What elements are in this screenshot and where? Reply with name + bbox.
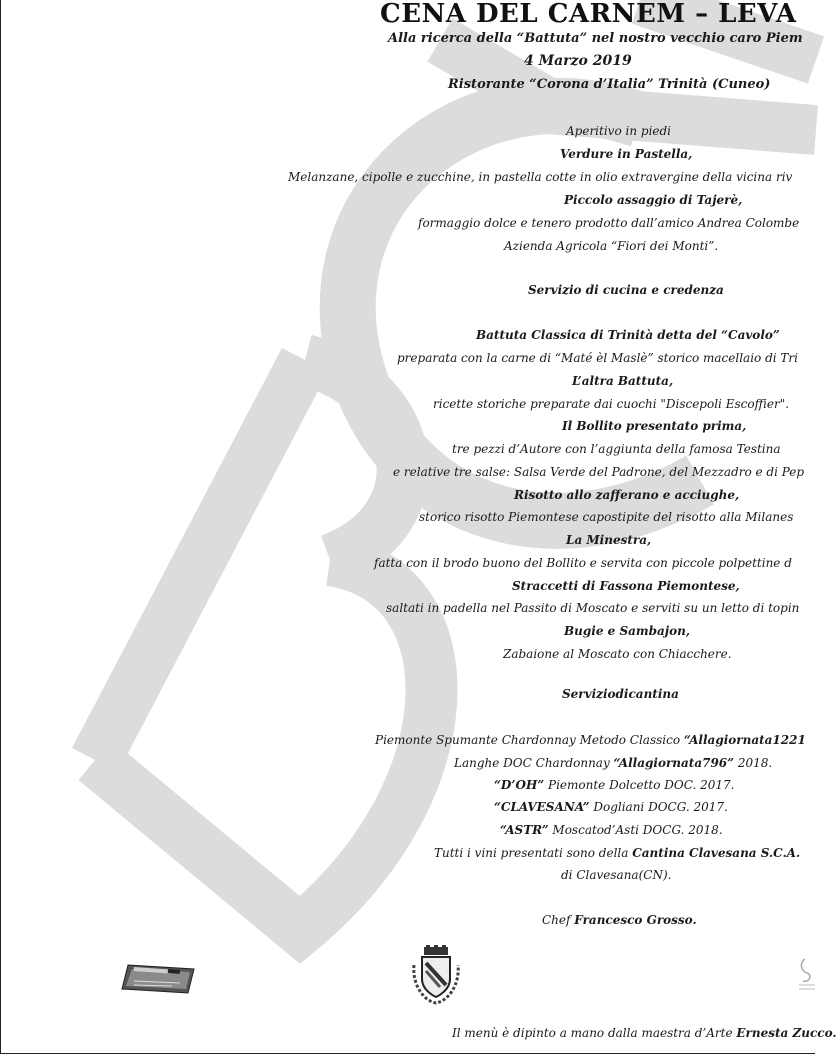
dish-desc: ricette storiche preparate dai cuochi "Discepoli Escoffier". <box>433 397 790 411</box>
aperitivo-heading: Aperitivo in piedi <box>566 124 672 138</box>
dish-desc: saltati in padella nel Passito di Moscato e serviti su un letto di topin <box>386 601 800 615</box>
wine-line <box>494 800 728 814</box>
subtitle: Alla ricerca della “Battuta” nel nostro vecchio caro Piem <box>388 31 803 46</box>
footer-credit <box>452 1026 837 1040</box>
partial-logo <box>795 955 816 995</box>
cutting-board-logo <box>120 955 200 999</box>
chef-label: Chef <box>542 913 575 927</box>
chef-name: Francesco Grosso. <box>574 913 697 927</box>
cantina-heading: Serviziodicantina <box>562 687 679 701</box>
dish-name: L’altra Battuta, <box>572 374 674 388</box>
chef-credit <box>542 913 697 927</box>
venue: Ristorante “Corona d’Italia” Trinità (Cuneo) <box>448 77 771 92</box>
wine-name: “Allagiornata1221 <box>683 733 806 747</box>
cantina-place: di Clavesana(CN). <box>561 868 672 882</box>
wine-desc: Langhe DOC Chardonnay <box>454 756 614 770</box>
wine-line <box>454 756 772 770</box>
wine-name: “D’OH” <box>494 778 545 792</box>
event-date: 4 Marzo 2019 <box>524 53 632 69</box>
wine-line <box>500 823 723 837</box>
wine-name: “ASTR” <box>500 823 549 837</box>
dish-desc: fatta con il brodo buono del Bollito e servita con piccole polpettine d <box>374 556 792 570</box>
cucina-heading: Servizio di cucina e credenza <box>528 283 724 297</box>
wine-desc: Piemonte Spumante Chardonnay Metodo Classico <box>375 733 684 747</box>
cantina-name: Cantina Clavesana S.C.A. <box>632 846 801 860</box>
dish-desc: e relative tre salse: Salsa Verde del Padrone, del Mezzadro e di Pep <box>393 465 805 479</box>
wine-name: “CLAVESANA” <box>494 800 590 814</box>
dish-name: Risotto allo zafferano e acciughe, <box>514 488 740 502</box>
dish-desc: formaggio dolce e tenero prodotto dall’amico Andrea Colombe <box>418 216 800 230</box>
dish-name: Bugie e Sambajon, <box>564 624 690 638</box>
dish-desc: tre pezzi d’Autore con l’aggiunta della famosa Testina <box>452 442 781 456</box>
dish-desc: Azienda Agricola “Fiori dei Monti”. <box>504 239 719 253</box>
coat-of-arms-logo <box>410 945 462 1007</box>
cantina-note-text: Tutti i vini presentati sono della <box>434 846 633 860</box>
wine-desc: 2018. <box>734 756 773 770</box>
dish-desc: preparata con la carne di “Maté èl Maslè” storico macellaio di Tri <box>397 351 798 365</box>
cantina-note <box>434 846 800 860</box>
wine-desc: Moscatod’Asti DOCG. 2018. <box>548 823 723 837</box>
dish-desc: Zabaione al Moscato con Chiacchere. <box>503 647 732 661</box>
dish-name: Piccolo assaggio di Tajerè, <box>564 193 743 207</box>
dish-name: Il Bollito presentato prima, <box>562 419 747 433</box>
dish-desc: storico risotto Piemontese capostipite del risotto alla Milanes <box>419 510 794 524</box>
footer-text: Il menù è dipinto a mano dalla maestra d’Arte <box>452 1026 737 1040</box>
dish-name: Verdure in Pastella, <box>560 147 693 161</box>
wine-desc: Dogliani DOCG. 2017. <box>589 800 728 814</box>
dish-name: Straccetti di Fassona Piemontese, <box>512 579 740 593</box>
dish-name: Battuta Classica di Trinità detta del “Cavolo” <box>476 328 780 342</box>
dish-name: La Minestra, <box>566 533 652 547</box>
page-title: CENA DEL CARNEM – LEVA <box>380 0 797 29</box>
dish-desc: Melanzane, cipolle e zucchine, in pastella cotte in olio extravergine della vicina riv <box>288 170 793 184</box>
wine-line <box>375 733 806 747</box>
wine-line <box>494 778 734 792</box>
wine-desc: Piemonte Dolcetto DOC. 2017. <box>544 778 735 792</box>
wine-name: “Allagiornata796” <box>613 756 735 770</box>
artist-name: Ernesta Zucco. <box>736 1026 837 1040</box>
